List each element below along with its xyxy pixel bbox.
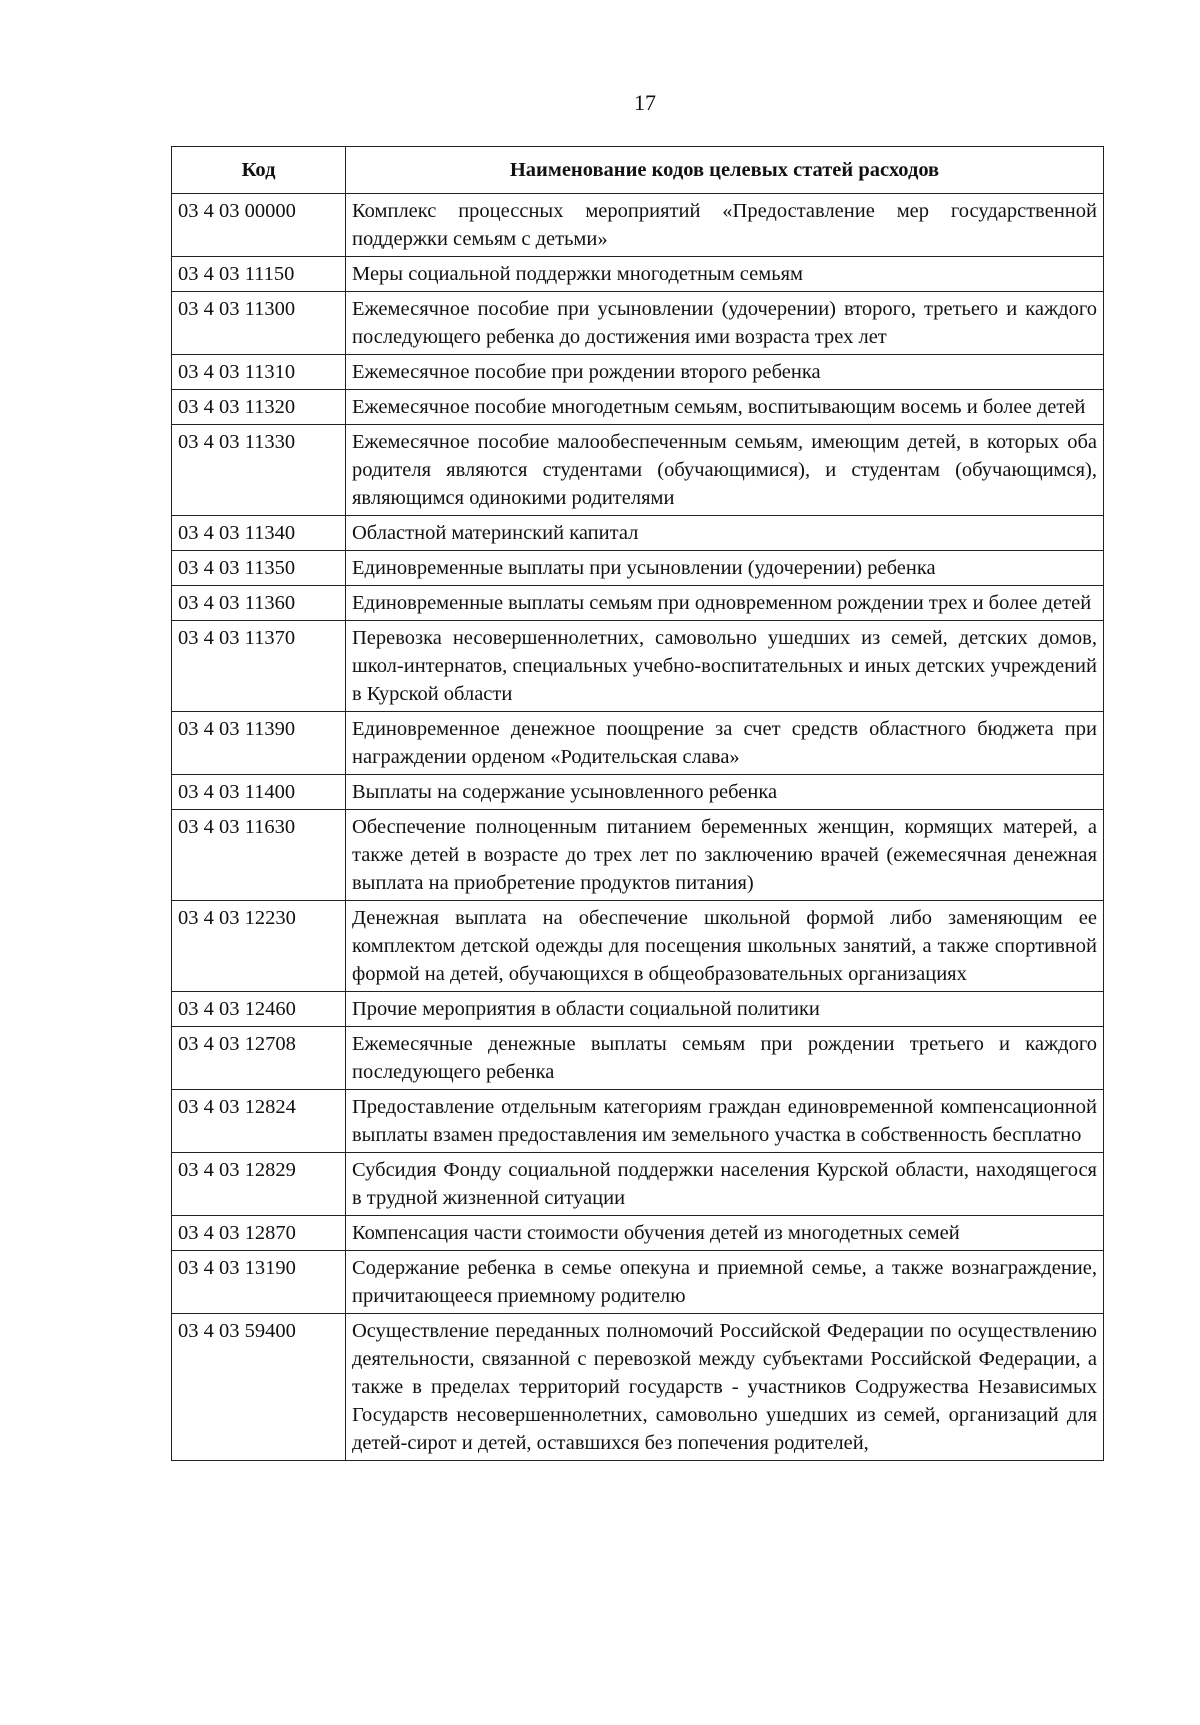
row-code: 03 4 03 00000 [172,194,346,257]
table-row [172,810,1104,901]
table-row [172,586,1104,621]
row-name: Единовременные выплаты семьям при одновременном рождении трех и более детей [346,586,1104,621]
row-code: 03 4 03 11340 [172,516,346,551]
row-name: Осуществление переданных полномочий Российской Федерации по осуществлению деятельности, связанной с перевозкой между субъектами Российской Федерации, а также в пределах территорий государств - участников Содружества Независимых Государств несовершеннолетних, самовольно ушедших из семей, организаций для детей-сирот и детей, оставшихся без попечения родителей, [346,1314,1104,1461]
row-code: 03 4 03 59400 [172,1314,346,1461]
row-code: 03 4 03 12708 [172,1027,346,1090]
table-row [172,901,1104,992]
row-name: Прочие мероприятия в области социальной политики [346,992,1104,1027]
row-name: Денежная выплата на обеспечение школьной формой либо заменяющим ее комплектом детской одежды для посещения школьных занятий, а также спортивной формой на детей, обучающихся в общеобразовательных организациях [346,901,1104,992]
table-row [172,712,1104,775]
table-row [172,425,1104,516]
row-code: 03 4 03 12824 [172,1090,346,1153]
table-row [172,1314,1104,1461]
table-body [172,194,1104,1461]
target-expense-codes-table [171,146,1104,1461]
row-code: 03 4 03 11370 [172,621,346,712]
row-code: 03 4 03 12870 [172,1216,346,1251]
row-name: Комплекс процессных мероприятий «Предоставление мер государственной поддержки семьям с детьми» [346,194,1104,257]
row-name: Предоставление отдельным категориям граждан единовременной компенсационной выплаты взамен предоставления им земельного участка в собственность бесплатно [346,1090,1104,1153]
row-code: 03 4 03 11350 [172,551,346,586]
row-code: 03 4 03 12460 [172,992,346,1027]
table-row [172,551,1104,586]
column-header-name: Наименование кодов целевых статей расходов [346,147,1104,194]
column-header-code: Код [172,147,346,194]
row-name: Перевозка несовершеннолетних, самовольно ушедших из семей, детских домов, школ-интернатов, специальных учебно-воспитательных и иных детских учреждений в Курской области [346,621,1104,712]
table-row [172,194,1104,257]
table-row [172,992,1104,1027]
row-code: 03 4 03 11300 [172,292,346,355]
table-header-row [172,147,1104,194]
row-name: Обеспечение полноценным питанием беременных женщин, кормящих матерей, а также детей в возрасте до трех лет по заключению врачей (ежемесячная денежная выплата на приобретение продуктов питания) [346,810,1104,901]
row-name: Меры социальной поддержки многодетным семьям [346,257,1104,292]
table-row [172,292,1104,355]
row-code: 03 4 03 12230 [172,901,346,992]
row-code: 03 4 03 11630 [172,810,346,901]
row-name: Субсидия Фонду социальной поддержки населения Курской области, находящегося в трудной жизненной ситуации [346,1153,1104,1216]
table-row [172,621,1104,712]
row-name: Выплаты на содержание усыновленного ребенка [346,775,1104,810]
row-name: Единовременное денежное поощрение за счет средств областного бюджета при награждении орденом «Родительская слава» [346,712,1104,775]
row-code: 03 4 03 11320 [172,390,346,425]
row-name: Содержание ребенка в семье опекуна и приемной семье, а также вознаграждение, причитающееся приемному родителю [346,1251,1104,1314]
row-code: 03 4 03 11400 [172,775,346,810]
table-row [172,775,1104,810]
row-code: 03 4 03 12829 [172,1153,346,1216]
row-code: 03 4 03 13190 [172,1251,346,1314]
table-row [172,355,1104,390]
table-row [172,1027,1104,1090]
table-row [172,1090,1104,1153]
row-name: Ежемесячные денежные выплаты семьям при рождении третьего и каждого последующего ребенка [346,1027,1104,1090]
row-name: Ежемесячное пособие при рождении второго ребенка [346,355,1104,390]
row-code: 03 4 03 11330 [172,425,346,516]
table-row [172,1251,1104,1314]
row-code: 03 4 03 11310 [172,355,346,390]
page-number: 17 [634,90,656,115]
row-name: Ежемесячное пособие многодетным семьям, воспитывающим восемь и более детей [346,390,1104,425]
row-code: 03 4 03 11150 [172,257,346,292]
row-name: Областной материнский капитал [346,516,1104,551]
row-code: 03 4 03 11360 [172,586,346,621]
table-row [172,516,1104,551]
table-row [172,390,1104,425]
row-name: Компенсация части стоимости обучения детей из многодетных семей [346,1216,1104,1251]
row-name: Единовременные выплаты при усыновлении (удочерении) ребенка [346,551,1104,586]
row-name: Ежемесячное пособие малообеспеченным семьям, имеющим детей, в которых оба родителя являются студентами (обучающимися), и студентам (обучающимся), являющимся одинокими родителями [346,425,1104,516]
table-row [172,257,1104,292]
row-code: 03 4 03 11390 [172,712,346,775]
table-row [172,1153,1104,1216]
row-name: Ежемесячное пособие при усыновлении (удочерении) второго, третьего и каждого последующего ребенка до достижения ими возраста трех лет [346,292,1104,355]
table-row [172,1216,1104,1251]
